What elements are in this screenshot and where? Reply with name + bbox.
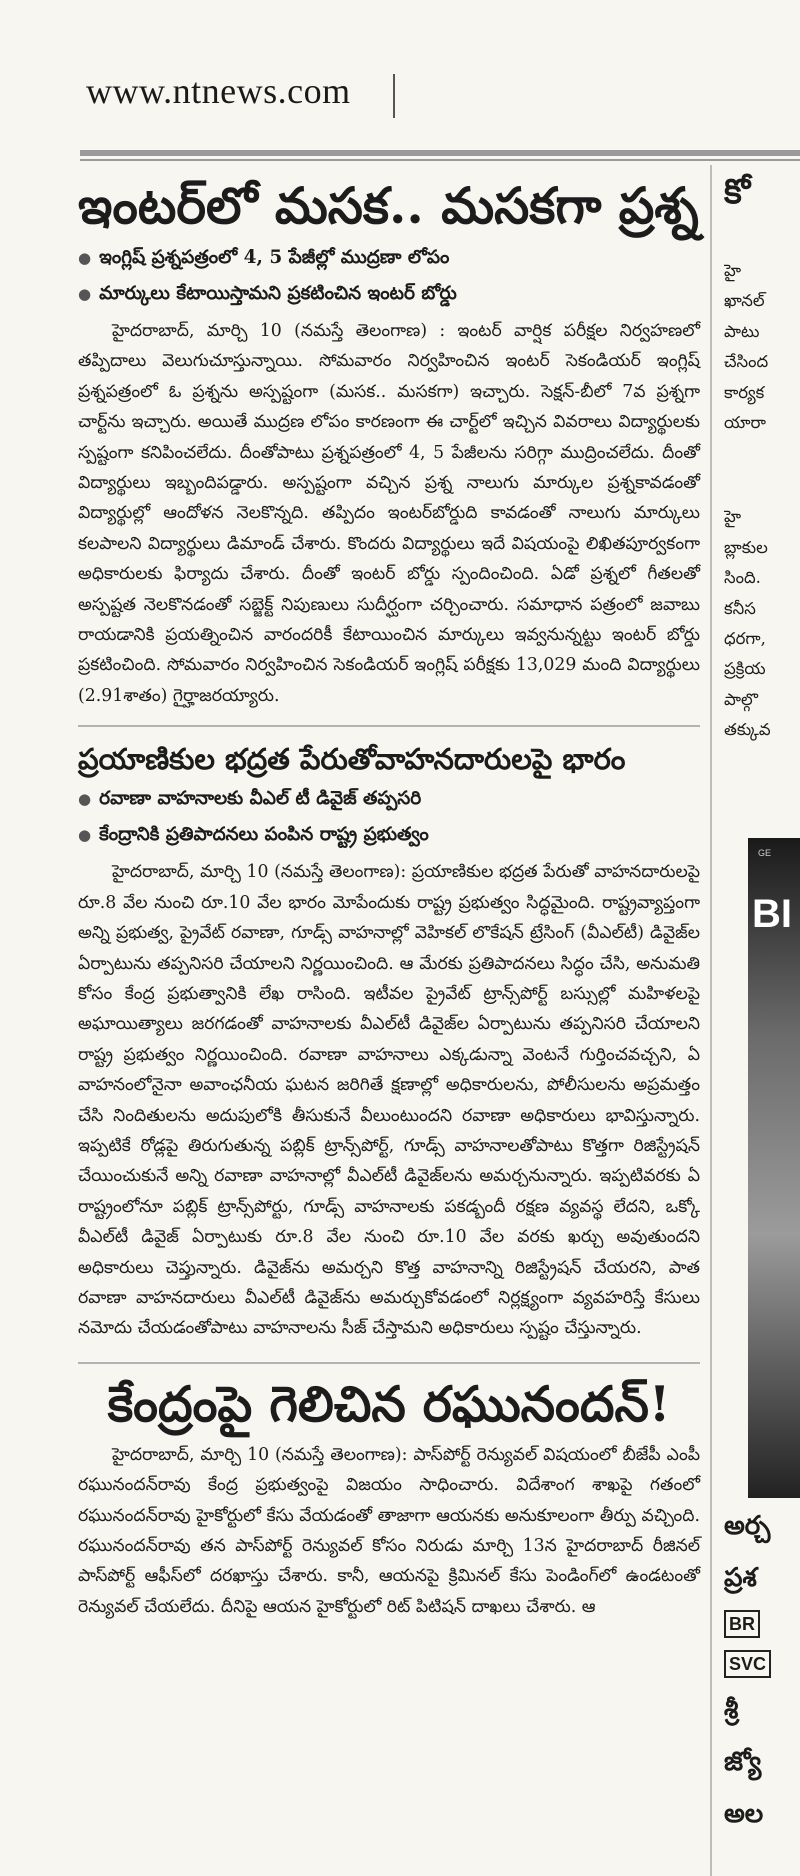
side-line: పాల్గొ — [724, 689, 758, 709]
side-line: తక్కువ — [724, 720, 771, 740]
side-line: పాటు — [724, 321, 760, 341]
header-divider — [393, 74, 395, 118]
bullet-text: ఇంగ్లిష్ ప్రశ్నపత్రంలో 4, 5 పేజీల్లో ముద్రణా లోపం — [99, 247, 450, 268]
bullet-icon: ● — [78, 249, 92, 267]
side-line: చేసింద — [724, 352, 769, 372]
article-body: హైదరాబాద్, మార్చి 10 (నమస్తే తెలంగాణ): ప్రయాణికుల భద్రత పేరుతో వాహనదారులపై రూ.8 వేల నుంచి రూ.10 వేల భారం మోపేందుకు రాష్ట్ర ప్రభుత్వం సిద్ధమైంది. రాష్ట్రవ్యాప్తంగా అన్ని ప్రభుత్వ, ప్రైవేట్ రవాణా, గూడ్స్ వాహనాల్లో వెహికల్ లొకేషన్ ట్రేసింగ్ (వీఎల్‌టీ) డివైజ్‌ల ఏర్పాటును తప్పనిసరి చేయాలని నిర్ణయించింది. ఆ మేరకు ప్రతిపాదనలు సిద్ధం చేసి, అనుమతి కోసం కేంద్ర ప్రభుత్వానికి లేఖ రాసింది. ఇటీవల ప్రైవేట్ ట్రాన్స్‌పోర్ట్ బస్సుల్లో మహిళలపై అఘాయిత్యాలు జరగడంతో వాహనాలకు వీఎల్‌టీ డివైజ్‌ల ఏర్పాటును తప్పనిసరి చేయాలని రాష్ట్ర ప్రభుత్వం నిర్ణయించింది. రవాణా వాహనాలు ఎక్కడున్నా వెంటనే గుర్తించవచ్చని, ఏ వాహనంలోనైనా అవాంఛనీయ ఘటన జరిగితే క్షణాల్లో అధికారులను, పోలీసులను అప్రమత్తం చేసి నిందితులను అదుపులోకి తీసుకునే వీలుంటుందని రవాణా అధికారులు భావిస్తున్నారు. ఇప్పటికే రోడ్లపై తిరుగుతున్న పబ్లిక్ ట్రాన్స్‌పోర్ట్, గూడ్స్ వాహనాలతోపాటు కొత్తగా రిజిస్ట్రేషన్ చేయించుకునే అన్ని రవాణా వాహనాల్లో వీఎల్‌టీ డివైజ్‌లను అమర్చనున్నారు. ఇప్పటివరకు ఏ రాష్ట్రంలోనూ పబ్లిక్ ట్రాన్స్‌పోర్టు, గూడ్స్ వాహనాలకు పకడ్బందీ రక్షణ వ్యవస్థ లేదని, ఒక్కో వీఎల్‌టీ డివైజ్ ఏర్పాటుకు రూ.8 వేల నుంచి రూ.10 వేల వరకు ఖర్చు అవుతుందని అధికారులు చెప్తున్నారు. డివైజ్‌ను అమర్చని కొత్త వాహనాన్ని రిజిస్ట్రేషన్ చేయరని, పాత రవాణా వాహనదారులు వీఎల్‌టీ డివైజ్‌ను అమర్చుకోవడంలో నిర్లక్ష్యంగా వ్యవహరిస్తే కేసులు నమోదు చేయడంతోపాటు వాహనాలను సీజ్ చేస్తామని అధికారులు స్పష్టం చేస్తున్నారు. — [78, 862, 700, 1339]
side-line: ప్రక్రియ — [724, 659, 766, 679]
side-line: కార్యక — [724, 382, 765, 402]
ad-tagline: GE — [758, 848, 772, 858]
side-line: యారా — [724, 413, 766, 433]
side-headline: కో — [724, 172, 751, 212]
article-headline: ఇంటర్‌లో మసక.. మసకగా ప్రశ్న — [78, 176, 699, 235]
ad-line: శ్రీ — [724, 1695, 739, 1725]
side-line: హై — [724, 507, 742, 527]
ad-logo: BR — [724, 1610, 760, 1638]
bullet-text: మార్కులు కేటాయిస్తామని ప్రకటించిన ఇంటర్ బోర్డు — [99, 283, 457, 304]
ad-title: BI — [752, 892, 792, 936]
ad-footer — [724, 1500, 800, 1840]
side-column — [724, 172, 800, 746]
ad-line: అర్చ — [724, 1511, 771, 1541]
article-bullet — [78, 817, 700, 853]
column-divider — [710, 165, 712, 1876]
bullet-text: కేంద్రానికి ప్రతిపాదనలు పంపిన రాష్ట్ర ప్రభుత్వం — [99, 824, 429, 846]
top-rule-thin — [80, 159, 800, 161]
side-line: బ్లాకుల — [724, 537, 768, 557]
main-column — [78, 172, 700, 1622]
article-bullet — [78, 781, 700, 817]
article-body: హైదరాబాద్, మార్చి 10 (నమస్తే తెలంగాణ) : ఇంటర్ వార్షిక పరీక్షల నిర్వహణలో తప్పిదాలు వెలుగుచూస్తున్నాయి. సోమవారం నిర్వహించిన ఇంటర్ సెకండియర్ ఇంగ్లిష్ ప్రశ్నపత్రంలో ఓ ప్రశ్నను అస్పష్టంగా (మసక.. మసకగా) ఇచ్చారు. సెక్షన్-బీలో 7వ ప్రశ్నగా చార్ట్‌ను ఇచ్చారు. అయితే ముద్రణ లోపం కారణంగా ఈ చార్ట్‌లో ఇచ్చిన వివరాలు విద్యార్థులకు స్పష్టంగా కనిపించలేదు. దీంతోపాటు ప్రశ్నపత్రంలో 4, 5 పేజీలను సరిగ్గా ముద్రించలేదు. దీంతో విద్యార్థులు ఇబ్బందిపడ్డారు. అస్పష్టంగా వచ్చిన ప్రశ్న నాలుగు మార్కుల ప్రశ్నకావడంతో విద్యార్థుల్లో ఆందోళన నెలకొన్నది. తప్పిదం ఇంటర్‌బోర్డుది కావడంతో నాలుగు మార్కులు కలపాలని విద్యార్థులు డిమాండ్ చేశారు. కొందరు విద్యార్థులు ఇదే విషయంపై లిఖితపూర్వకంగా అధికారులకు ఫిర్యాదు చేశారు. దీంతో ఇంటర్ బోర్డు స్పందించింది. ఏడో ప్రశ్నలో గీతలతో అస్పష్టత నెలకొనడంతో సబ్జెక్ట్ నిపుణులు సుదీర్ఘంగా చర్చించారు. సమాధాన పత్రంలో జవాబు రాయడానికి ప్రయత్నించిన వారందరికీ కేటాయించిన మార్కులు ఇవ్వనున్నట్టు ఇంటర్ బోర్డు ప్రకటించింది. సోమవారం నిర్వహించిన సెకండియర్ ఇంగ్లిష్ పరీక్షకు 13,029 మంది విద్యార్థులు (2.91శాతం) గైర్హాజరయ్యారు. — [78, 321, 700, 706]
bullet-icon: ● — [78, 285, 92, 303]
ad-line: ప్రశ — [724, 1563, 757, 1593]
article-body: హైదరాబాద్, మార్చి 10 (నమస్తే తెలంగాణ): పాస్‌పోర్ట్ రెన్యువల్ విషయంలో బీజేపీ ఎంపీ రఘునందన్‌రావు కేంద్ర ప్రభుత్వంపై విజయం సాధించారు. విదేశాంగ శాఖపై గతంలో రఘునందన్‌రావు హైకోర్టులో కేసు వేయడంతో తాజాగా ఆయనకు అనుకూలంగా తీర్పు వచ్చింది. రఘునందన్‌రావు తన పాస్‌పోర్ట్ రెన్యువల్ కోసం నిరుడు మార్చి 13న హైదరాబాద్ రీజినల్ పాస్‌పోర్ట్ ఆఫీస్‌లో దరఖాస్తు చేశారు. కానీ, ఆయనపై క్రిమినల్ కేసు పెండింగ్‌లో ఉండటంతో రెన్యువల్ చేయలేదు. దీనిపై ఆయన హైకోర్టులో రిట్ పిటిషన్ దాఖలు చేశారు. ఆ — [78, 1444, 700, 1617]
bullet-icon: ● — [78, 826, 92, 845]
site-url: www.ntnews.com — [86, 71, 351, 111]
side-line: హై — [724, 261, 742, 280]
article-headline: కేంద్రంపై గెలిచిన రఘునందన్! — [107, 1374, 671, 1433]
ad-line: జ్యో — [724, 1747, 762, 1777]
article-bullet — [78, 276, 700, 312]
bullet-icon: ● — [78, 790, 92, 809]
article-vlt-device — [78, 737, 700, 1344]
side-line: ధరగా, — [724, 629, 766, 649]
ad-logo: SVC — [724, 1650, 771, 1678]
side-line: కనీస — [724, 598, 756, 618]
article-inter-exam — [78, 172, 700, 711]
advertisement[interactable] — [748, 838, 800, 1498]
article-bullet — [78, 240, 700, 276]
top-rule — [80, 150, 800, 156]
article-separator — [78, 725, 700, 727]
article-raghunandan — [78, 1372, 700, 1622]
ad-line: అల — [724, 1799, 764, 1829]
side-line: ఖానల్ — [724, 291, 765, 311]
article-headline: ప్రయాణికుల భద్రత పేరుతోవాహనదారులపై భారం — [78, 742, 626, 777]
bullet-text: రవాణా వాహనాలకు వీఎల్ టీ డివైజ్ తప్పసరి — [99, 788, 422, 810]
side-line: సింది. — [724, 568, 761, 588]
article-separator — [78, 1362, 700, 1364]
